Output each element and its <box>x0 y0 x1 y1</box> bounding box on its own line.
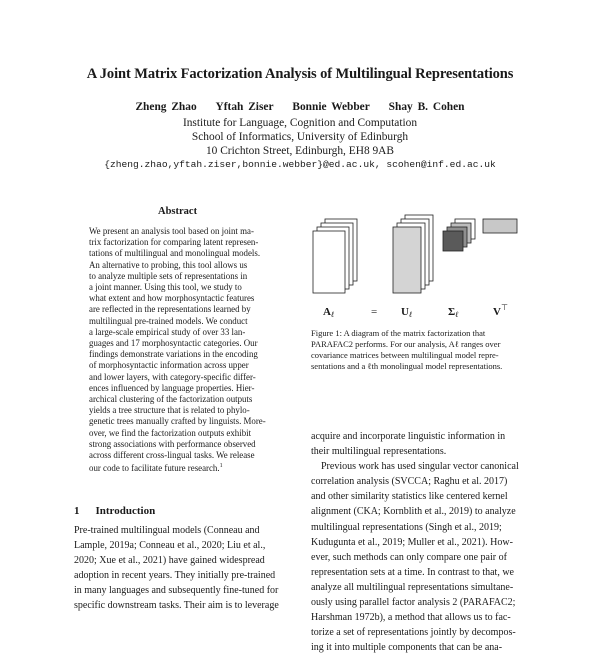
caption-line: sentations and a ℓth monolingual model representations. <box>311 361 503 372</box>
paper-title: A Joint Matrix Factorization Analysis of Multilingual Representations <box>86 66 514 82</box>
matrix-v-transpose <box>483 219 517 233</box>
abstract-text <box>89 226 289 474</box>
abstract-line: to analyze multiple sets of representations in <box>89 270 248 281</box>
abstract-line <box>89 461 289 474</box>
body-line: analyze all multilingual representations simultane- <box>311 581 514 593</box>
abstract-line: over, we find the factorization outputs exhibit <box>89 427 252 438</box>
label-u: Uℓ <box>401 306 413 319</box>
section-number: 1 <box>74 505 80 517</box>
section-title: Introduction <box>95 505 156 517</box>
body-line: in many languages and subsequently fine-tuned for <box>74 585 279 597</box>
affiliation-line: School of Informatics, University of Edinburgh <box>191 131 409 143</box>
body-line: Kudugunta et al., 2019; Muller et al., 2021). How- <box>311 536 513 548</box>
label-sigma: Σℓ <box>448 306 459 319</box>
abstract-line: archical clustering of the factorization outputs <box>89 394 253 405</box>
abstract-line: An alternative to probing, this tool allows us <box>89 259 248 270</box>
matrix-stack-sigma <box>443 219 475 251</box>
abstract-line: yields a tree structure that is related to phylo- <box>89 405 250 416</box>
affiliation-line: Institute for Language, Cognition and Computation <box>182 117 418 129</box>
abstract-line: across different cross-lingual tasks. We release <box>89 450 255 461</box>
abstract-line: tations of multilingual and monolingual models. <box>89 248 261 259</box>
body-line: ing it into multiple components that can be ana- <box>311 642 503 654</box>
body-line: 2020; Xue et al., 2021) have gained widespread <box>74 555 265 567</box>
body-line: Harshman 1972b), a method that allows us to fac- <box>311 612 511 624</box>
body-line: Pre-trained multilingual models (Conneau and <box>74 525 260 536</box>
author-name: Yftah Ziser <box>215 101 274 113</box>
body-line: ever, such methods can only compare one pair of <box>311 551 507 563</box>
email-addresses: {zheng.zhao,yftah.ziser,bonnie.webber}@ed.ac.uk, scohen@inf.ed.ac.uk <box>104 159 496 170</box>
caption-line: PARAFAC2 performs. For our analysis, Aℓ ranges over <box>311 339 501 350</box>
abstract-line: guages and 17 morphosyntactic categories. Our <box>89 338 258 349</box>
abstract-line: findings demonstrate variations in the encoding <box>89 349 258 360</box>
footnote-mark[interactable]: 1 <box>219 463 223 470</box>
abstract-line: and lower layers, with category-specific differ- <box>89 371 256 382</box>
body-line: correlation analysis (SVCCA; Raghu et al. 2017) <box>311 476 508 488</box>
matrix-factorization-diagram <box>305 205 540 325</box>
abstract-line: genetic trees manually crafted by linguists. More- <box>89 416 266 427</box>
abstract-line: multilingual pre-trained models. We conduct <box>89 315 248 326</box>
matrix-stack-u <box>393 215 433 293</box>
abstract-line: a joint manner. Using this tool, we study to <box>89 282 242 293</box>
caption-line: Figure 1: A diagram of the matrix factorization that <box>311 328 486 338</box>
abstract-line: of morphosyntactic information across upper <box>89 360 249 371</box>
right-column-text <box>311 429 533 655</box>
label-equals: = <box>371 306 378 318</box>
abstract-line-text: our code to facilitate future research. <box>89 463 220 474</box>
body-line: alignment (CKA; Kornblith et al., 2019) to analyze <box>311 506 516 518</box>
body-line: their multilingual representations. <box>311 446 447 458</box>
abstract-line: a large-scale empirical study of over 33 lan- <box>89 326 246 337</box>
affiliation-line: 10 Crichton Street, Edinburgh, EH8 9AB <box>205 145 395 157</box>
label-v: V⊤ <box>493 303 508 318</box>
matrix-stack-a <box>313 219 357 293</box>
author-name: Bonnie Webber <box>292 101 370 113</box>
abstract-line: We present an analysis tool based on joint ma- <box>89 226 254 236</box>
author-name: Shay B. Cohen <box>388 101 465 113</box>
body-line: adoption in recent years. They initially pre-trained <box>74 570 276 582</box>
body-line: torize a set of representations jointly by decompos- <box>311 627 516 639</box>
section-heading <box>74 505 155 517</box>
abstract-line: what extent and how morphosyntactic features <box>89 293 255 304</box>
body-line: ously using parallel factor analysis 2 (PARAFAC2; <box>311 597 516 609</box>
body-line: representation sets at a time. In contrast to that, we <box>311 566 514 578</box>
caption-line: covariance matrices between multilingual model repre- <box>311 350 499 361</box>
author-list <box>0 101 600 113</box>
body-line: Previous work has used singular vector canonical <box>321 461 519 473</box>
body-line: specific downstream tasks. Their aim is to leverage <box>74 600 279 612</box>
body-line: acquire and incorporate linguistic information in <box>311 431 506 442</box>
abstract-line: are reflected in the representations learned by <box>89 304 251 315</box>
body-line: and other similarity statistics like centered kernel <box>311 491 508 503</box>
label-a: Aℓ <box>323 306 335 319</box>
body-line: Lample, 2019a; Conneau et al., 2020; Liu et al., <box>74 540 266 552</box>
abstract-heading: Abstract <box>158 206 198 217</box>
body-line: multilingual representations (Singh et al., 2019; <box>311 521 502 533</box>
author-name: Zheng Zhao <box>135 101 197 113</box>
abstract-line: ences influenced by language properties. Hier- <box>89 382 255 393</box>
abstract-line: trix factorization for comparing latent represen- <box>89 237 259 248</box>
abstract-line: strong associations with performance observed <box>89 438 256 449</box>
figure-caption <box>311 328 535 372</box>
